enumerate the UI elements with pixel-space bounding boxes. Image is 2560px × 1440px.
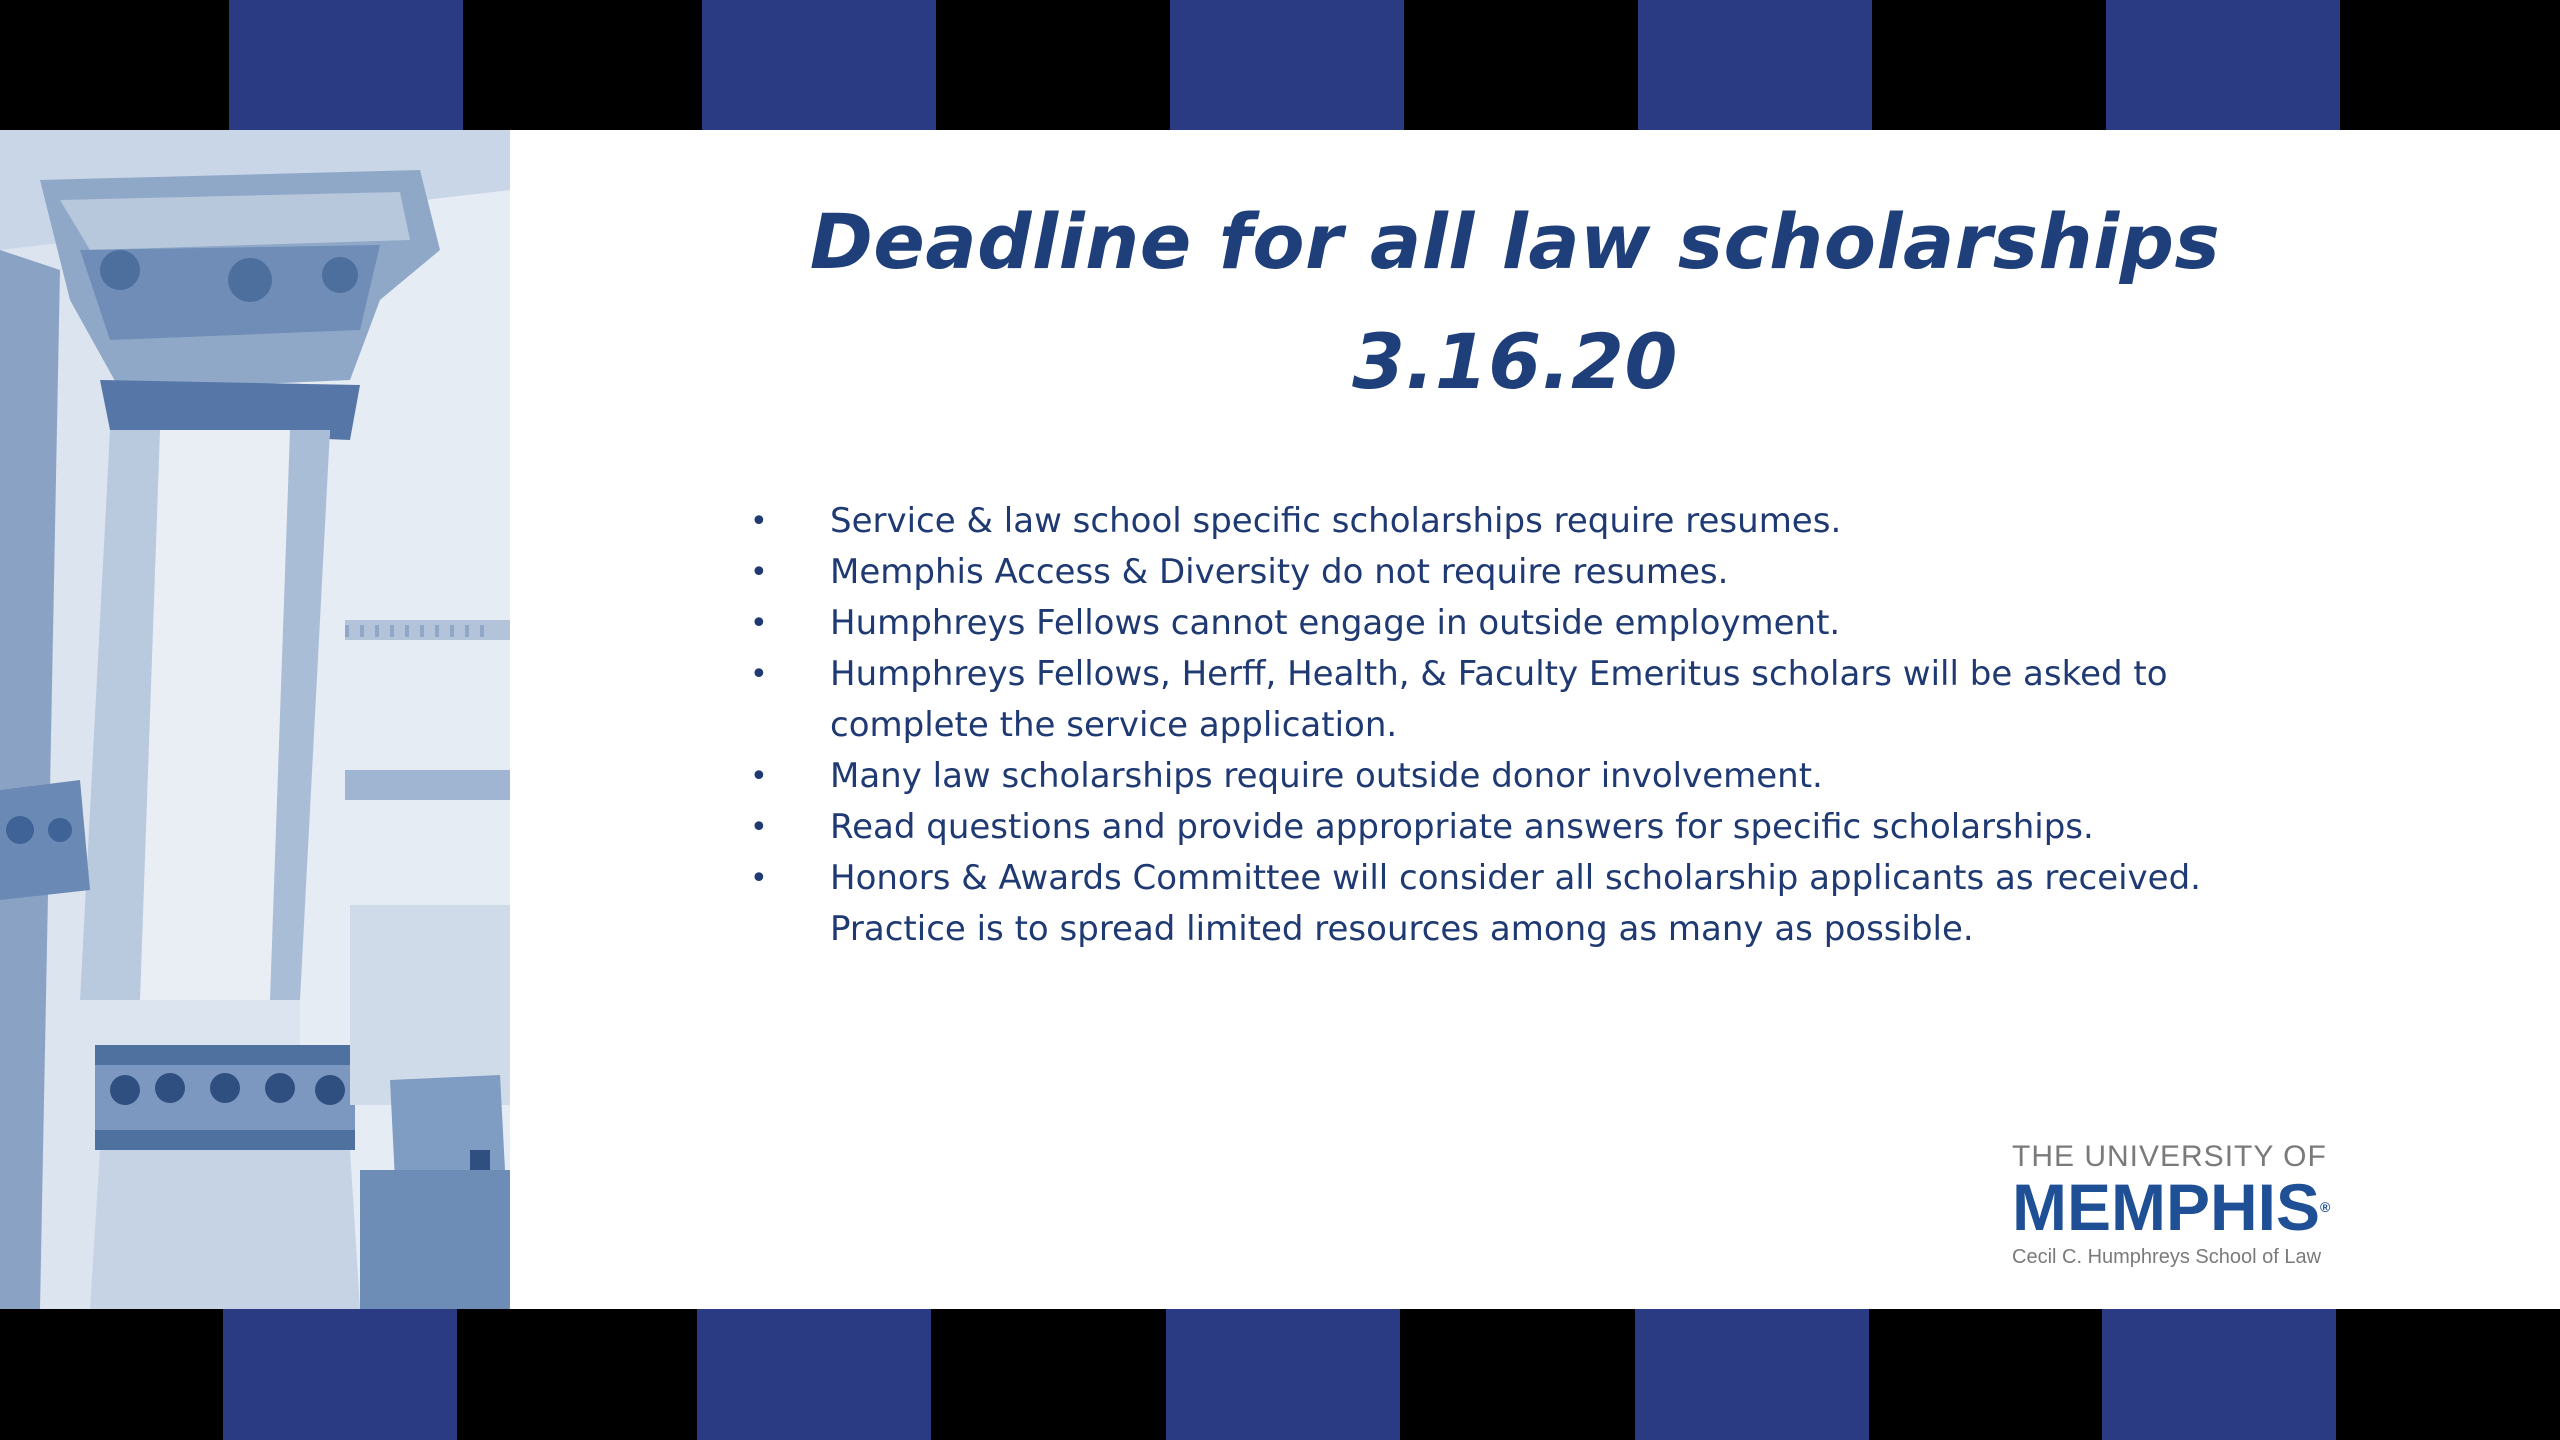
slide (0, 130, 2560, 1309)
bullet-item (740, 649, 2300, 751)
bullet-text: Memphis Access & Diversity do not require resumes. (830, 552, 1729, 592)
bottom-decorative-band (0, 1309, 2560, 1440)
top-decorative-band (0, 0, 2560, 130)
bullet-dot-icon: • (750, 759, 768, 794)
bullet-text: Read questions and provide appropriate answers for specific scholarships. (830, 807, 2094, 847)
bullet-text: Many law scholarships require outside donor involvement. (830, 756, 1823, 796)
bullet-item (740, 802, 2300, 853)
top-blue-stripe (1638, 0, 1872, 130)
logo-line-school: Cecil C. Humphreys School of Law (2012, 1246, 2322, 1268)
bullet-dot-icon: • (750, 657, 768, 692)
bottom-blue-stripe (697, 1309, 931, 1440)
bullet-text: Humphreys Fellows cannot engage in outside employment. (830, 603, 1841, 643)
bullet-item (740, 547, 2300, 598)
top-blue-stripe (2106, 0, 2340, 130)
bottom-blue-stripe (2102, 1309, 2336, 1440)
bottom-blue-stripe (223, 1309, 457, 1440)
logo-wordmark (2012, 1170, 2352, 1244)
bullet-item (740, 751, 2300, 802)
bullet-text: Service & law school specific scholarships require resumes. (830, 501, 1842, 541)
bullet-item (740, 598, 2300, 649)
bullet-text: Honors & Awards Committee will consider all scholarship applicants as received. Practice is to spread limited resources among as many as possible. (830, 858, 2201, 949)
title-line-1: Deadline for all law scholarships (809, 197, 2221, 286)
registered-mark: ® (2320, 1199, 2331, 1215)
bullet-item (740, 496, 2300, 547)
title-line-2: 3.16.20 (1352, 317, 1678, 406)
bullet-dot-icon: • (750, 504, 768, 539)
top-blue-stripe (702, 0, 936, 130)
bullet-dot-icon: • (750, 555, 768, 590)
logo-wordmark-text: MEMPHIS (2012, 1170, 2321, 1244)
bullet-dot-icon: • (750, 606, 768, 641)
top-blue-stripe (229, 0, 463, 130)
column-photo-image (0, 130, 510, 1309)
slide-title (700, 182, 2330, 422)
bullet-list (740, 496, 2300, 955)
bullet-dot-icon: • (750, 861, 768, 896)
bottom-blue-stripe (1635, 1309, 1869, 1440)
bullet-dot-icon: • (750, 810, 768, 845)
bullet-item (740, 853, 2300, 955)
top-blue-stripe (1170, 0, 1404, 130)
logo-line-university: THE UNIVERSITY OF (2012, 1140, 2327, 1173)
bottom-blue-stripe (1166, 1309, 1400, 1440)
university-logo (2012, 1140, 2352, 1274)
bullet-text: Humphreys Fellows, Herff, Health, & Faculty Emeritus scholars will be asked to complete the service application. (830, 654, 2168, 745)
